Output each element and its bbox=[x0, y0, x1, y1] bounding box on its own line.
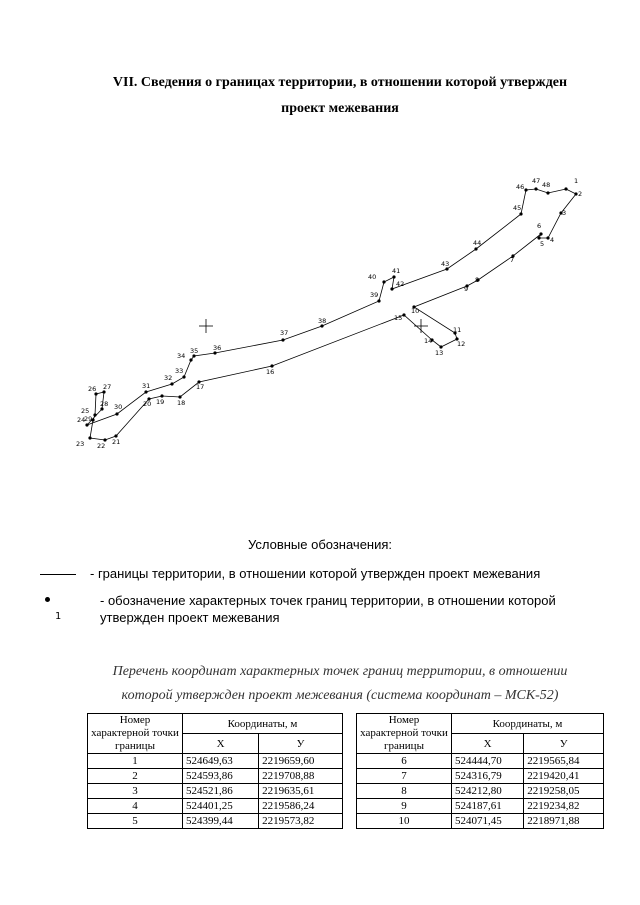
boundary-point-label: 8 bbox=[475, 276, 480, 284]
section-heading bbox=[60, 70, 620, 122]
table-row bbox=[357, 799, 604, 814]
legend-point-number: 1 bbox=[55, 611, 62, 622]
boundary-point-label: 19 bbox=[156, 398, 165, 406]
boundary-point-marker bbox=[402, 313, 405, 316]
boundary-point-label: 7 bbox=[510, 256, 515, 264]
y-coordinate-cell: 2219565,84 bbox=[524, 754, 604, 769]
coordinates-table-right bbox=[356, 713, 604, 829]
boundary-point-label: 28 bbox=[100, 400, 109, 408]
grid-cross-marker bbox=[199, 319, 213, 333]
table-row bbox=[357, 754, 604, 769]
boundary-point-marker bbox=[88, 436, 91, 439]
header-point-number: Номер характерной точки границы bbox=[357, 714, 452, 754]
boundary-point-label: 37 bbox=[280, 329, 289, 337]
header-y: У bbox=[524, 734, 604, 754]
header-point-number: Номер характерной точки границы bbox=[88, 714, 183, 754]
boundary-point-marker bbox=[281, 338, 284, 341]
grid-cross-marker bbox=[414, 319, 428, 333]
boundary-point-label: 24 bbox=[77, 416, 86, 424]
x-coordinate-cell: 524187,61 bbox=[452, 799, 524, 814]
boundary-point-marker bbox=[144, 390, 147, 393]
point-number-cell: 2 bbox=[88, 769, 183, 784]
boundary-point-marker bbox=[115, 412, 118, 415]
heading-line-2: проект межевания bbox=[281, 101, 399, 116]
boundary-point-label: 3 bbox=[562, 209, 567, 217]
table-row bbox=[357, 769, 604, 784]
point-number-cell: 10 bbox=[357, 814, 452, 829]
table-row bbox=[88, 784, 343, 799]
header-y: У bbox=[259, 734, 343, 754]
boundary-point-marker bbox=[519, 212, 522, 215]
x-coordinate-cell: 524401,25 bbox=[183, 799, 259, 814]
boundary-point-label: 32 bbox=[164, 374, 173, 382]
boundary-point-label: 22 bbox=[97, 442, 106, 450]
boundary-point-label: 18 bbox=[177, 399, 186, 407]
boundary-point-label: 17 bbox=[196, 383, 205, 391]
boundary-point-label: 6 bbox=[537, 222, 542, 230]
caption-line-2: которой утвержден проект межевания (система координат – МСК-52) bbox=[121, 688, 559, 703]
boundary-point-label: 36 bbox=[213, 344, 222, 352]
boundary-point-label: 26 bbox=[88, 385, 97, 393]
point-number-cell: 6 bbox=[357, 754, 452, 769]
boundary-point-label: 25 bbox=[81, 407, 90, 415]
boundary-point-marker bbox=[182, 375, 185, 378]
y-coordinate-cell: 2219659,60 bbox=[259, 754, 343, 769]
x-coordinate-cell: 524649,63 bbox=[183, 754, 259, 769]
boundary-point-marker bbox=[85, 423, 88, 426]
boundary-plan bbox=[0, 160, 640, 460]
legend-point-marker bbox=[45, 597, 50, 602]
boundary-point-label: 15 bbox=[394, 314, 403, 322]
boundary-point-marker bbox=[546, 191, 549, 194]
y-coordinate-cell: 2219573,82 bbox=[259, 814, 343, 829]
boundary-point-label: 21 bbox=[112, 438, 121, 446]
y-coordinate-cell: 2219586,24 bbox=[259, 799, 343, 814]
point-number-cell: 5 bbox=[88, 814, 183, 829]
boundary-point-marker bbox=[93, 413, 96, 416]
boundary-point-label: 16 bbox=[266, 368, 275, 376]
boundary-point-label: 2 bbox=[578, 190, 583, 198]
boundary-point-label: 10 bbox=[411, 307, 420, 315]
point-number-cell: 3 bbox=[88, 784, 183, 799]
heading-line-1: VII. Сведения о границах территории, в отношении которой утвержден bbox=[112, 75, 568, 90]
boundary-point-label: 14 bbox=[424, 337, 433, 345]
table-row bbox=[357, 784, 604, 799]
boundary-point-label: 46 bbox=[516, 183, 525, 191]
point-number-cell: 7 bbox=[357, 769, 452, 784]
legend-boundary-line bbox=[40, 574, 76, 575]
boundary-point-marker bbox=[377, 299, 380, 302]
point-number-cell: 9 bbox=[357, 799, 452, 814]
boundary-point-label: 5 bbox=[540, 240, 545, 248]
boundary-point-label: 34 bbox=[177, 352, 186, 360]
boundary-point-label: 38 bbox=[318, 317, 327, 325]
boundary-point-marker bbox=[382, 280, 385, 283]
header-x: X bbox=[183, 734, 259, 754]
boundary-point-label: 13 bbox=[435, 349, 444, 357]
legend-boundary-text: - границы территории, в отношении которой утвержден проект межевания bbox=[90, 566, 541, 581]
boundary-point-label: 23 bbox=[76, 440, 85, 448]
y-coordinate-cell: 2219708,88 bbox=[259, 769, 343, 784]
boundary-point-label: 1 bbox=[574, 177, 579, 185]
boundary-point-label: 12 bbox=[457, 340, 466, 348]
x-coordinate-cell: 524316,79 bbox=[452, 769, 524, 784]
boundary-point-label: 48 bbox=[542, 181, 551, 189]
boundary-point-label: 41 bbox=[392, 267, 401, 275]
boundary-point-label: 35 bbox=[190, 347, 199, 355]
table-row bbox=[88, 769, 343, 784]
point-number-cell: 8 bbox=[357, 784, 452, 799]
point-number-cell: 1 bbox=[88, 754, 183, 769]
boundary-points bbox=[76, 177, 582, 450]
x-coordinate-cell: 524593,86 bbox=[183, 769, 259, 784]
boundary-point-label: 39 bbox=[370, 291, 379, 299]
y-coordinate-cell: 2219635,61 bbox=[259, 784, 343, 799]
table-row bbox=[88, 754, 343, 769]
table-row bbox=[357, 814, 604, 829]
header-coordinates: Координаты, м bbox=[183, 714, 343, 734]
boundary-point-marker bbox=[390, 287, 393, 290]
y-coordinate-cell: 2219420,41 bbox=[524, 769, 604, 784]
boundary-point-marker bbox=[170, 382, 173, 385]
y-coordinate-cell: 2219234,82 bbox=[524, 799, 604, 814]
boundary-point-marker bbox=[539, 232, 542, 235]
x-coordinate-cell: 524399,44 bbox=[183, 814, 259, 829]
legend-points-text-2: утвержден проект межевания bbox=[100, 610, 280, 625]
table-caption bbox=[60, 660, 620, 708]
boundary-point-label: 45 bbox=[513, 204, 522, 212]
boundary-point-label: 11 bbox=[453, 326, 462, 334]
x-coordinate-cell: 524212,80 bbox=[452, 784, 524, 799]
boundary-point-marker bbox=[392, 275, 395, 278]
header-coordinates: Координаты, м bbox=[452, 714, 604, 734]
y-coordinate-cell: 2219258,05 bbox=[524, 784, 604, 799]
header-x: X bbox=[452, 734, 524, 754]
legend-points-text-1: - обозначение характерных точек границ территории, в отношении которой bbox=[100, 593, 556, 608]
boundary-point-label: 31 bbox=[142, 382, 151, 390]
boundary-point-label: 4 bbox=[550, 236, 555, 244]
boundary-point-marker bbox=[524, 188, 527, 191]
boundary-point-label: 29 bbox=[84, 415, 93, 423]
x-coordinate-cell: 524071,45 bbox=[452, 814, 524, 829]
boundary-point-label: 27 bbox=[103, 383, 112, 391]
boundary-point-label: 43 bbox=[441, 260, 450, 268]
table-row bbox=[88, 799, 343, 814]
boundary-point-marker bbox=[474, 247, 477, 250]
table-row bbox=[88, 814, 343, 829]
boundary-point-marker bbox=[534, 187, 537, 190]
x-coordinate-cell: 524521,86 bbox=[183, 784, 259, 799]
boundary-point-label: 44 bbox=[473, 239, 482, 247]
y-coordinate-cell: 2218971,88 bbox=[524, 814, 604, 829]
legend-title: Условные обозначения: bbox=[247, 537, 393, 552]
boundary-point-label: 30 bbox=[114, 403, 123, 411]
x-coordinate-cell: 524444,70 bbox=[452, 754, 524, 769]
boundary-point-label: 47 bbox=[532, 177, 541, 185]
boundary-point-marker bbox=[564, 187, 567, 190]
boundary-point-label: 33 bbox=[175, 367, 184, 375]
boundary-point-label: 9 bbox=[464, 285, 469, 293]
point-number-cell: 4 bbox=[88, 799, 183, 814]
boundary-point-label: 20 bbox=[143, 400, 152, 408]
boundary-point-label: 42 bbox=[396, 280, 405, 288]
boundary-point-marker bbox=[189, 358, 192, 361]
caption-line-1: Перечень координат характерных точек границ территории, в отношении bbox=[112, 664, 568, 679]
boundary-point-label: 40 bbox=[368, 273, 377, 281]
coordinates-table-left bbox=[87, 713, 343, 829]
